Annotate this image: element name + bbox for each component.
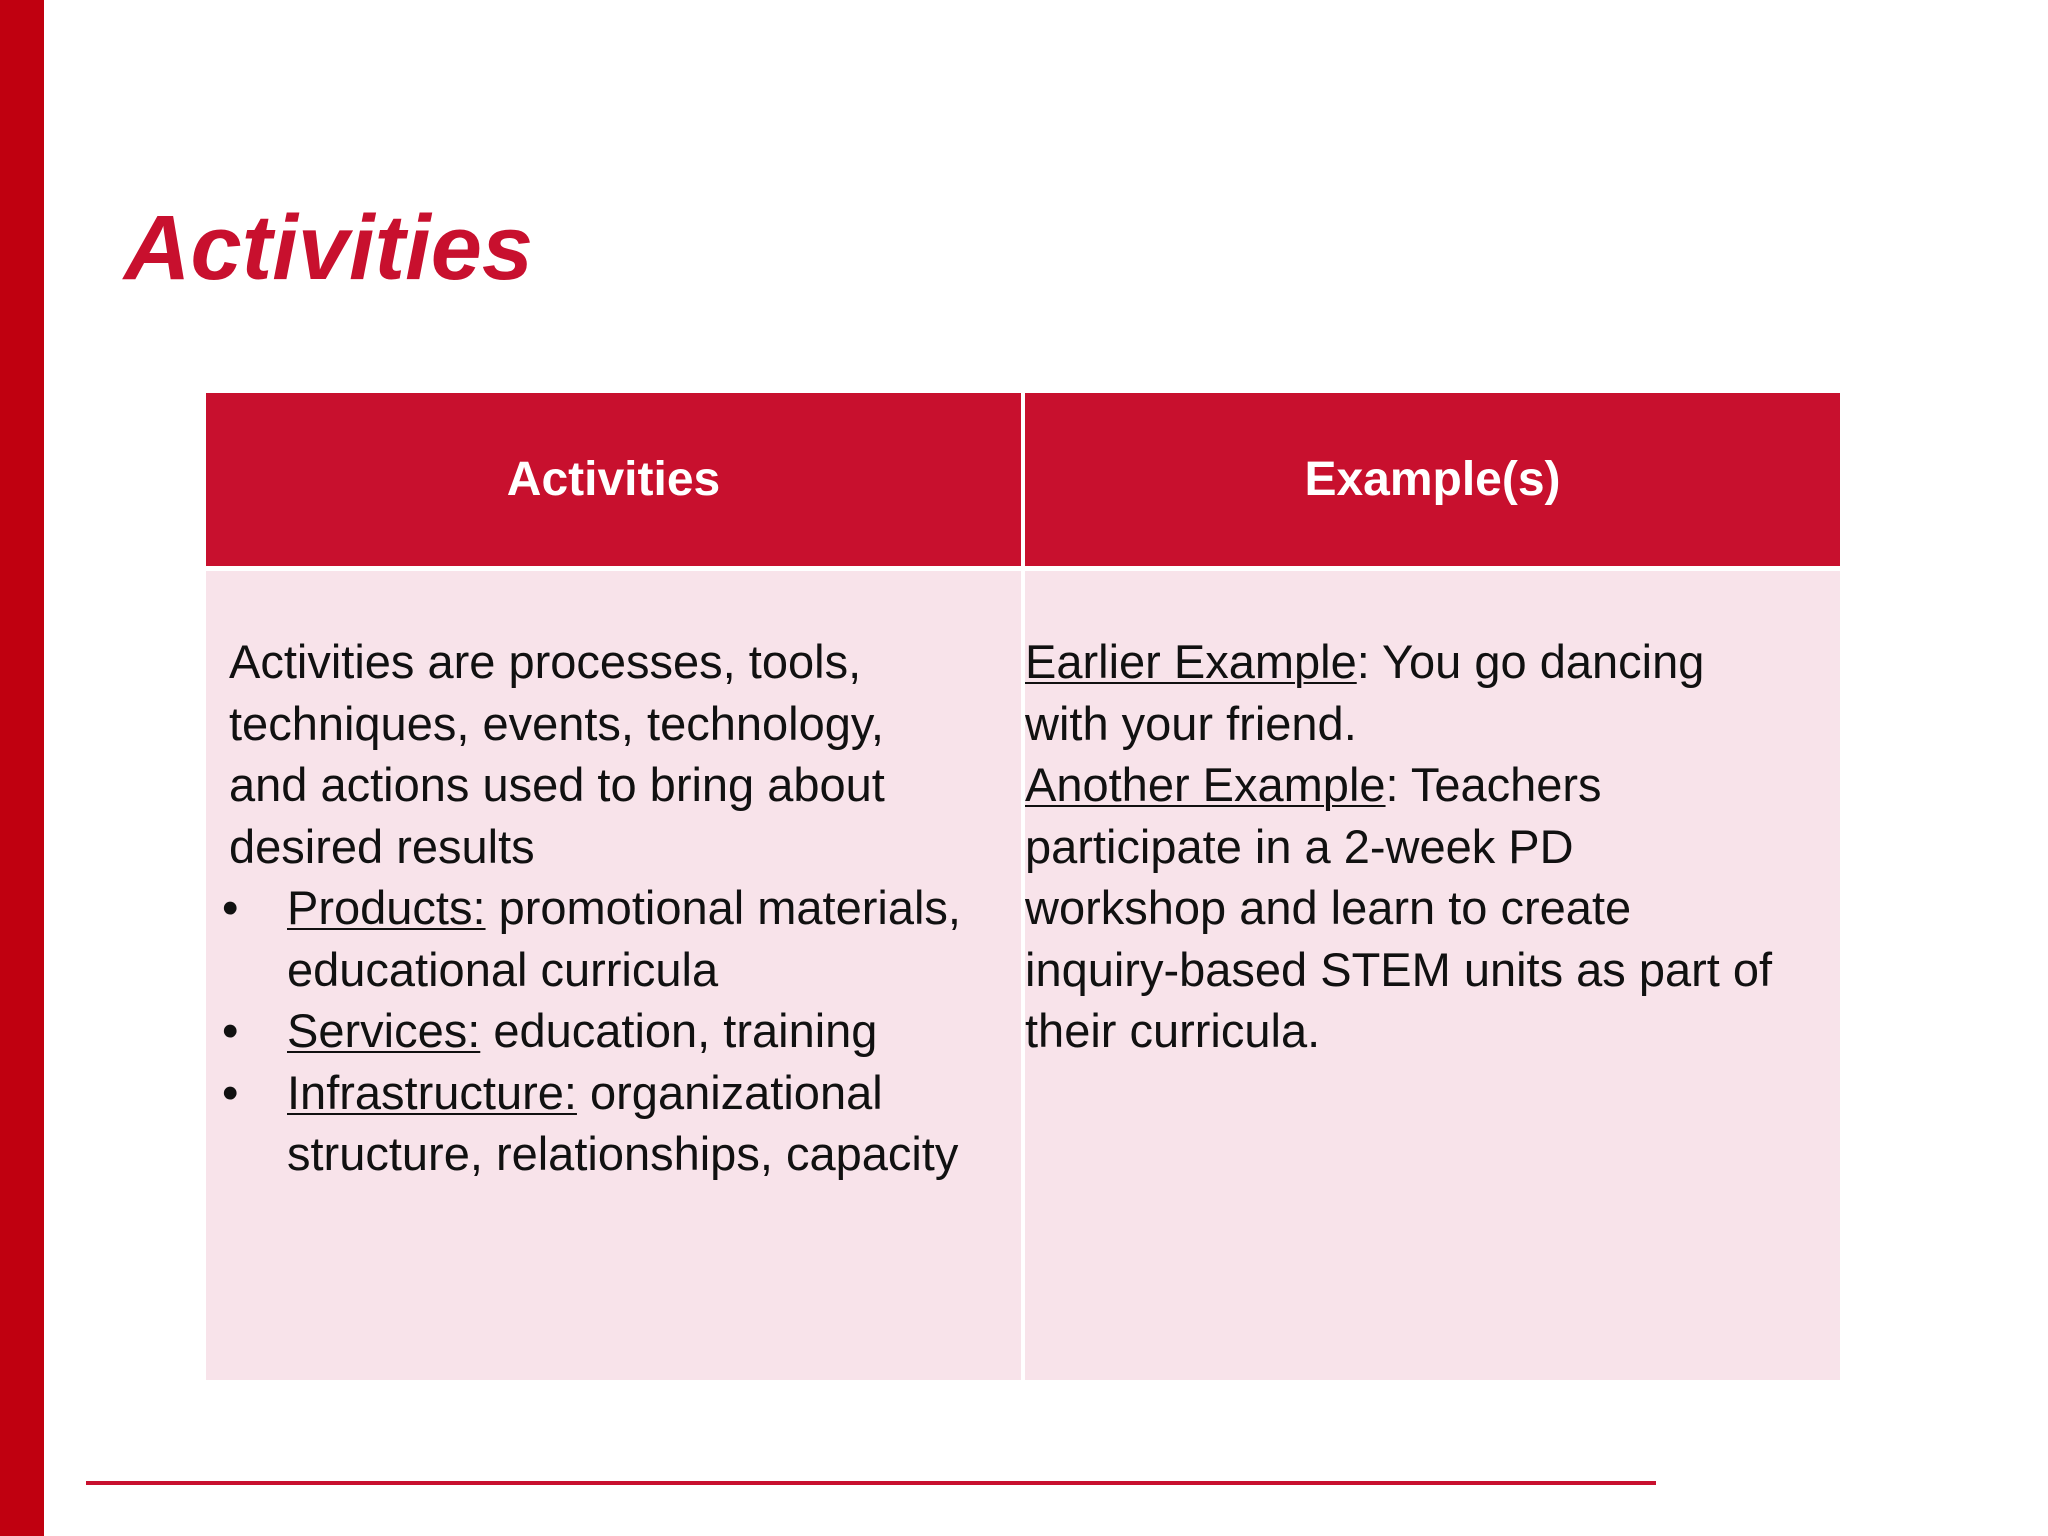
list-item-infrastructure [222,1062,1019,1185]
footer-divider [86,1481,1656,1485]
intro-line: techniques, events, technology, [229,696,884,750]
activities-cell [206,571,1021,1380]
earlier-example-text-continued: with your friend. [1025,696,1357,750]
bullet-text: organizational [576,1065,883,1119]
header-activities: Activities [206,393,1021,566]
another-example-text-continued: their curricula. [1025,1004,1321,1057]
earlier-example-text: : You go dancing [1356,635,1705,688]
list-item-products [222,877,1019,1000]
intro-line: and actions used to bring about [229,758,885,811]
activities-table [206,393,1840,1380]
activities-intro [229,631,1019,877]
bullet-term: Infrastructure: [287,1065,577,1119]
bullet-text: education, training [480,1004,878,1057]
intro-line: Activities are processes, tools, [229,635,862,688]
another-example-label: Another Example [1025,758,1386,811]
earlier-example-label: Earlier Example [1025,635,1357,688]
table-header-row [206,393,1840,566]
bullet-icon: • [222,1065,239,1119]
bullet-term: Products: [287,881,486,934]
bullet-text-continued: educational curricula [287,942,719,996]
list-item-services [222,1000,1019,1062]
another-example-line [1025,754,1845,816]
earlier-example-line [1025,631,1845,693]
header-examples: Example(s) [1025,393,1840,566]
another-example-text: : Teachers [1385,758,1602,811]
intro-line: desired results [229,819,535,873]
left-accent-bar [0,0,44,1536]
bullet-text-continued: structure, relationships, capacity [287,1127,959,1180]
another-example-text-continued: participate in a 2-week PD [1025,819,1574,873]
another-example-text-continued: inquiry-based STEM units as part of [1025,942,1773,996]
activities-bullet-list [222,877,1019,1185]
slide-title: Activities [124,197,534,299]
bullet-term: Services: [287,1004,481,1057]
bullet-icon: • [222,1004,239,1057]
another-example-text-continued: workshop and learn to create [1025,881,1632,934]
bullet-icon: • [222,881,239,934]
bullet-text: promotional materials, [485,881,961,934]
examples-cell [1025,571,1840,1380]
